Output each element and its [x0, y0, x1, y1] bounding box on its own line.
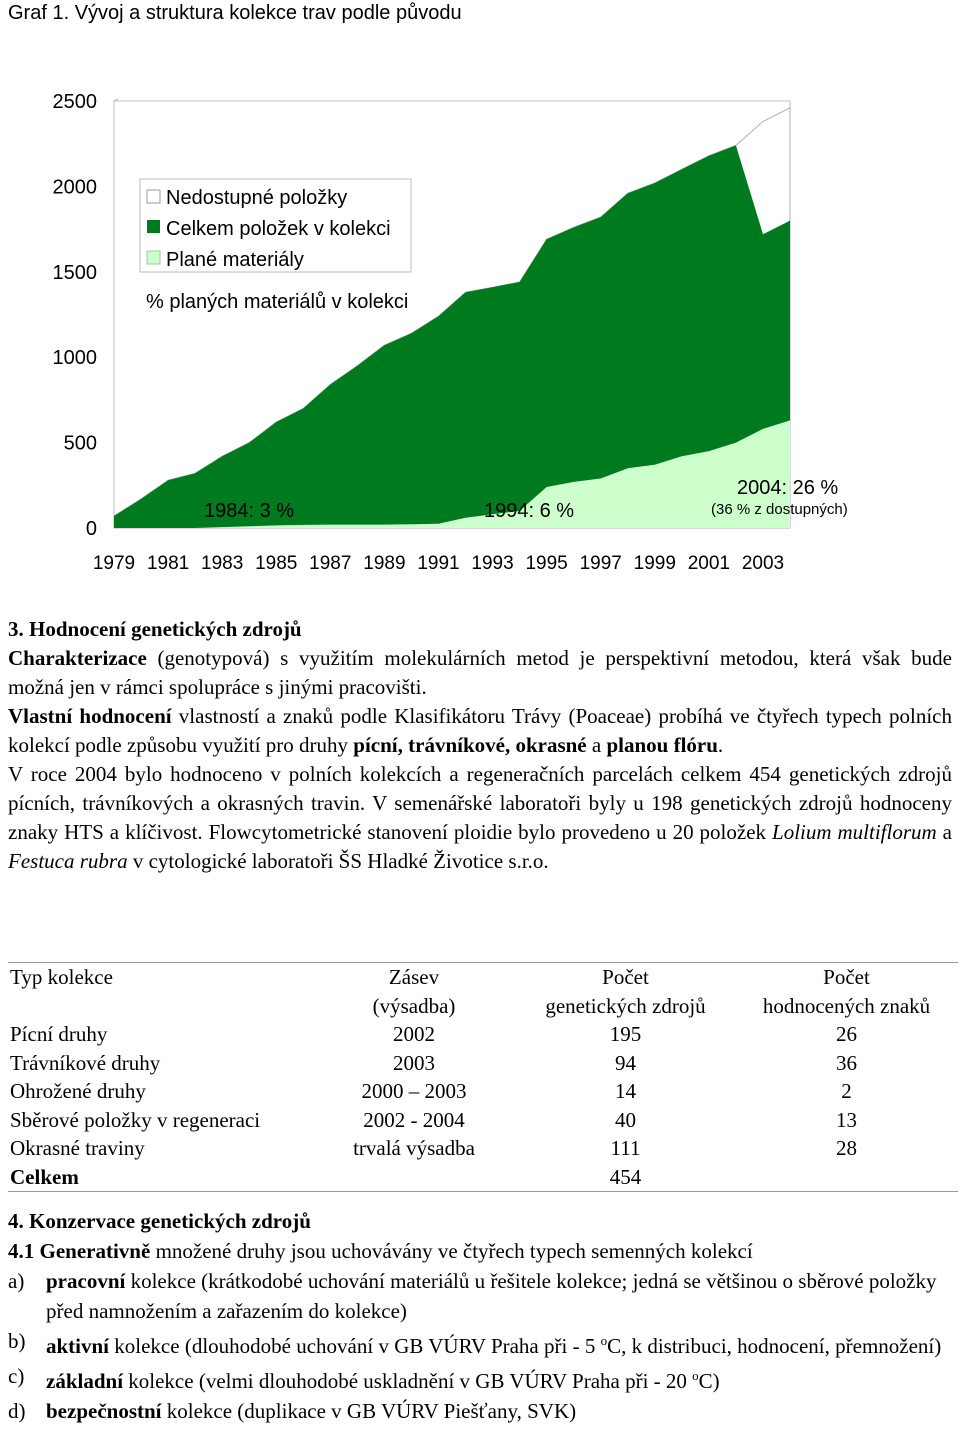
annotation-1984: 1984: 3 % [204, 500, 295, 522]
collection-table [8, 962, 958, 1192]
table-row: Trávníkové druhy 2003 94 36 [10, 1050, 857, 1075]
graph-title: Graf 1. Vývoj a struktura kolekce trav podle původu [8, 2, 462, 24]
chart-legend [140, 179, 411, 313]
x-tick-label: 1999 [633, 553, 676, 574]
x-tick-label: 1985 [255, 553, 298, 574]
legend-swatch-celkem [147, 220, 160, 233]
table-row: Okrasné traviny trvalá výsadba 111 28 [10, 1136, 857, 1160]
collection-area-chart [0, 80, 960, 580]
legend-label-celkem: Celkem položek v kolekci [166, 218, 391, 240]
y-tick-label: 500 [63, 432, 97, 455]
list-item: c) základní kolekce (velmi dlouhodobé uskladnění v GB VÚRV Praha při - 20 $^o$C) [8, 1364, 720, 1393]
annotation-2004-available: (36 % z dostupných) [711, 501, 848, 518]
table-total-row: Celkem 454 [8, 1163, 958, 1192]
section-4-heading: 4. Konzervace genetických zdrojů [8, 1209, 311, 1233]
x-tick-label: 2003 [741, 553, 785, 574]
y-tick-label: 1500 [52, 261, 97, 284]
y-tick-label: 0 [85, 518, 97, 540]
x-tick-label: 2001 [687, 553, 731, 574]
table-row: Ohrožené druhy 2000 – 2003 14 2 [10, 1079, 852, 1103]
header-pocet-zdroju: Počet genetických zdrojů [516, 963, 735, 1021]
header-typ: Typ kolekce [8, 963, 312, 1021]
table-row: Sběrové položky v regeneraci 2002 - 2004 40 13 [10, 1107, 857, 1132]
section-4-1: 4.1 Generativně množené druhy jsou uchovávány ve čtyřech typech semenných kolekcí [8, 1239, 753, 1263]
legend-label-percent: % planých materiálů v kolekci [146, 291, 409, 313]
legend-swatch-plane [147, 251, 160, 264]
x-tick-label: 1981 [146, 553, 190, 574]
y-tick-label: 2000 [52, 176, 97, 199]
table-header-row [8, 963, 958, 1021]
x-tick-label: 1983 [201, 553, 244, 574]
header-zasev: Zásev (výsadba) [312, 963, 516, 1021]
list-item: d) bezpečnostní kolekce (duplikace v GB VÚRV Piešťany, SVK) [8, 1399, 577, 1423]
section-3-heading: 3. Hodnocení genetických zdrojů [8, 617, 302, 641]
list-item: b) aktivní kolekce (dlouhodobé uchování v GB VÚRV Praha při - 5 $^o$C, k distribuci, hodnocení, přemnožení) [8, 1329, 942, 1358]
list-item: a) pracovní kolekce (krátkodobé uchování materiálů u řešitele kolekce; jedná se většinou o sběrové položky před namnožením a zařazením do kolekce) [8, 1269, 937, 1323]
section-4 [8, 1206, 952, 1426]
annotation-1994: 1994: 6 % [484, 500, 575, 522]
paragraph-2004-results: V roce 2004 bylo hodnoceno v polních kolekcích a regeneračních parcelách celkem 454 genetických zdrojů pícních, trávníkových a okrasných travin. V semenářské laboratoři byly u 198 genetických zdrojů hodnoceny znaky HTS a klíčivost. Flowcytometrické stanovení ploidie bylo provedeno u 20 položek Lolium multiflorum a Festuca rubra v cytologické laboratoři ŠS Hladké Životice s.r.o. [8, 762, 952, 873]
header-pocet-znaku: Počet hodnocených znaků [735, 963, 958, 1021]
x-tick-label: 1979 [92, 553, 136, 574]
x-tick-label: 1987 [309, 553, 352, 574]
x-tick-label: 1989 [363, 553, 406, 574]
paragraph-characterization: Charakterizace (genotypová) s využitím molekulárních metod je perspektivní metodou, která však bude možná jen v rámci spolupráce s jinými pracovišti. [8, 646, 952, 699]
x-tick-label: 1995 [525, 553, 568, 574]
y-tick-label: 1000 [52, 347, 97, 370]
y-tick-label: 2500 [52, 91, 97, 113]
legend-label-nedostupne: Nedostupné položky [166, 187, 348, 209]
legend-swatch-nedostupne [147, 190, 160, 203]
x-tick-label: 1997 [579, 553, 622, 574]
x-tick-label: 1993 [471, 553, 514, 574]
paragraph-evaluation: Vlastní hodnocení vlastností a znaků podle Klasifikátoru Trávy (Poaceae) probíhá ve čtyřech typech polních kolekcí podle způsobu využití pro druhy pícní, trávníkové, okrasné a planou flóru. [8, 704, 952, 757]
x-tick-label: 1991 [417, 553, 460, 574]
annotation-2004: 2004: 26 % [737, 477, 839, 499]
table-row: Pícní druhy 2002 195 26 [10, 1022, 857, 1046]
legend-label-plane: Plané materiály [166, 249, 304, 271]
section-3 [8, 615, 952, 876]
